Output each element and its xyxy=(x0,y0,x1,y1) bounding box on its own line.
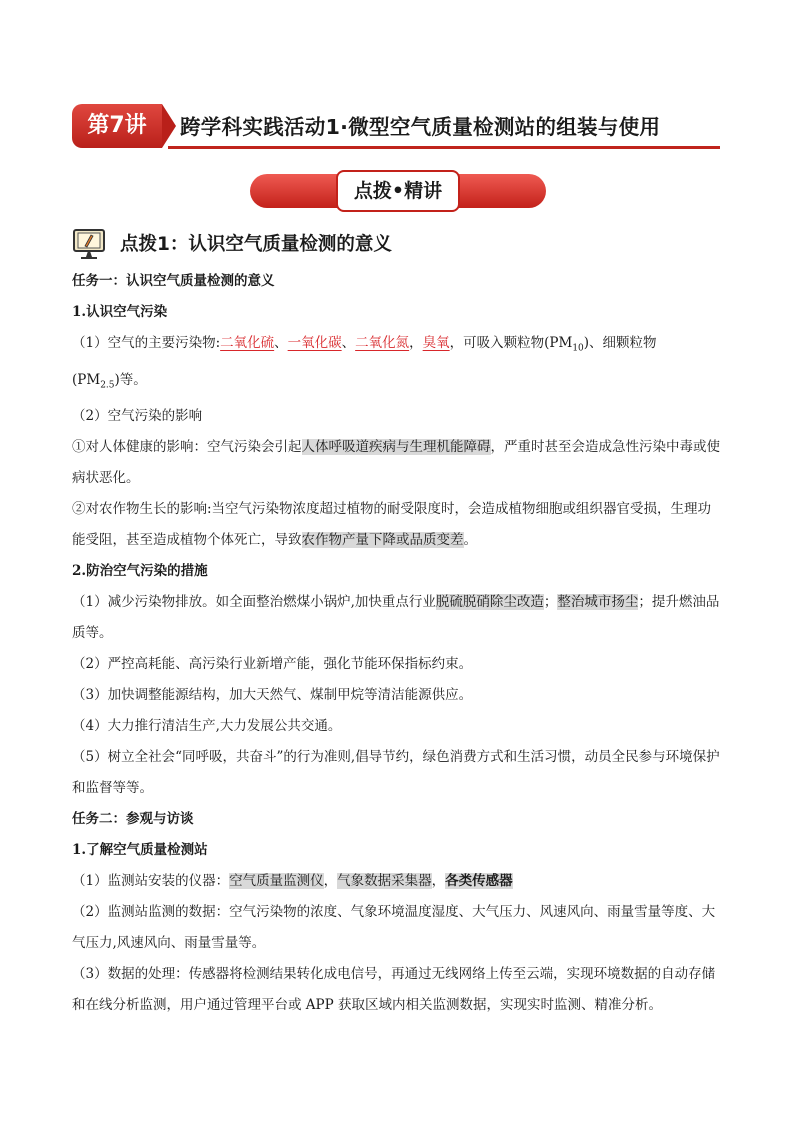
pollutants-paragraph xyxy=(72,328,722,401)
pm10-subscript: 10 xyxy=(572,343,584,354)
measure-1-pre: （1）减少污染物排放。如全面整治燃煤小锅炉,加快重点行业 xyxy=(72,594,436,611)
instruments-paragraph xyxy=(72,866,722,897)
lesson-badge: 第7讲 xyxy=(72,104,162,148)
separator: ， xyxy=(409,335,423,351)
measure-2: （2）严控高耗能、高污染行业新增产能，强化节能环保指标约束。 xyxy=(72,656,473,673)
pollutants-suffix: ，可吸入颗粒物(PM xyxy=(449,335,573,351)
pm25-subscript: 2.5 xyxy=(100,380,115,391)
pollutant-answer-1: 二氧化硫 xyxy=(220,335,275,351)
measure-5: （5）树立全社会“同呼吸，共奋斗”的行为准则,倡导节约，绿色消费方式和生活习惯，动员全民参与环境保护和监督等等。 xyxy=(72,749,720,797)
task1-sub2-title: 2.防治空气污染的措施 xyxy=(72,563,208,580)
instrument-2: 气象数据采集器 xyxy=(337,873,432,890)
pollutant-answer-2: 一氧化碳 xyxy=(287,335,342,351)
point-heading xyxy=(72,226,722,262)
content-body xyxy=(72,266,722,1021)
measure-1 xyxy=(72,587,722,649)
measure-4: （4）大力推行清洁生产,大力发展公共交通。 xyxy=(72,718,342,735)
measure-1-highlight-1: 脱硫脱硝除尘改造 xyxy=(435,594,544,611)
measure-1-mid: ； xyxy=(543,594,558,611)
health-impact-paragraph xyxy=(72,432,722,494)
separator: 、 xyxy=(341,335,356,351)
instruments-pre: （1）监测站安装的仪器： xyxy=(72,873,230,890)
pollution-impact-heading: （2）空气污染的影响 xyxy=(72,408,203,425)
pm25-suffix: )等。 xyxy=(114,371,147,388)
measure-1-post: ；提升燃油品质等。 xyxy=(72,594,720,642)
section-title: 点拨•精讲 xyxy=(336,170,460,212)
point-title: 点拨1：认识空气质量检测的意义 xyxy=(120,234,392,255)
instrument-1: 空气质量监测仪 xyxy=(229,873,324,890)
pollutant-answer-4: 臭氧 xyxy=(422,335,450,351)
pollutants-prefix: （1）空气的主要污染物: xyxy=(72,335,221,351)
health-impact-pre: ①对人体健康的影响：空气污染会引起 xyxy=(72,439,302,456)
title-underline xyxy=(168,146,720,149)
task1-title: 任务一：认识空气质量检测的意义 xyxy=(72,273,275,289)
data-processing-paragraph: （3）数据的处理：传感器将检测结果转化成电信号，再通过无线网络上传至云端，实现环境数据的自动存储和在线分析监测，用户通过管理平台或 APP 获取区域内相关监测数据，实现实时监测、精准分析。 xyxy=(72,966,716,1014)
crop-impact-post: 。 xyxy=(463,532,477,549)
separator: ， xyxy=(323,873,338,890)
task1-sub1-title: 1.认识空气污染 xyxy=(72,304,168,320)
pollutant-answer-3: 二氧化氮 xyxy=(355,335,410,351)
crop-impact-highlight: 农作物产量下降或品质变差 xyxy=(301,532,464,549)
computer-icon xyxy=(72,228,106,260)
section-banner xyxy=(250,170,546,212)
lesson-header xyxy=(72,100,722,154)
separator: ， xyxy=(431,873,446,890)
health-impact-highlight: 人体呼吸道疾病与生理机能障碍 xyxy=(301,439,491,456)
task2-title: 任务二：参观与访谈 xyxy=(72,811,194,828)
monitored-data-paragraph: （2）监测站监测的数据：空气污染物的浓度、气象环境温度湿度、大气压力、风速风向、雨量雪量等度、大气压力,风速风向、雨量雪量等。 xyxy=(72,904,716,952)
pollutants-mid: )、细颗粒物 xyxy=(583,335,657,351)
crop-impact-pre: ②对农作物生长的影响:当空气污染物浓度超过植物的耐受限度时，会造成植物细胞或组织器官受损，生理功能受阻，甚至造成植物个体死亡，导致 xyxy=(72,501,712,549)
health-impact-post: ，严重时甚至会造成急性污染中毒或使病状恶化。 xyxy=(72,439,720,487)
lesson-title: 跨学科实践活动1·微型空气质量检测站的组装与使用 xyxy=(180,115,661,139)
instrument-3: 各类传感器 xyxy=(445,873,513,890)
task2-sub1-title: 1.了解空气质量检测站 xyxy=(72,842,208,859)
crop-impact-paragraph xyxy=(72,494,722,556)
measure-1-highlight-2: 整治城市扬尘 xyxy=(557,594,639,611)
separator: 、 xyxy=(274,335,288,351)
pm25-prefix: (PM xyxy=(72,371,101,388)
measure-3: （3）加快调整能源结构，加大天然气、煤制甲烷等清洁能源供应。 xyxy=(72,687,473,704)
